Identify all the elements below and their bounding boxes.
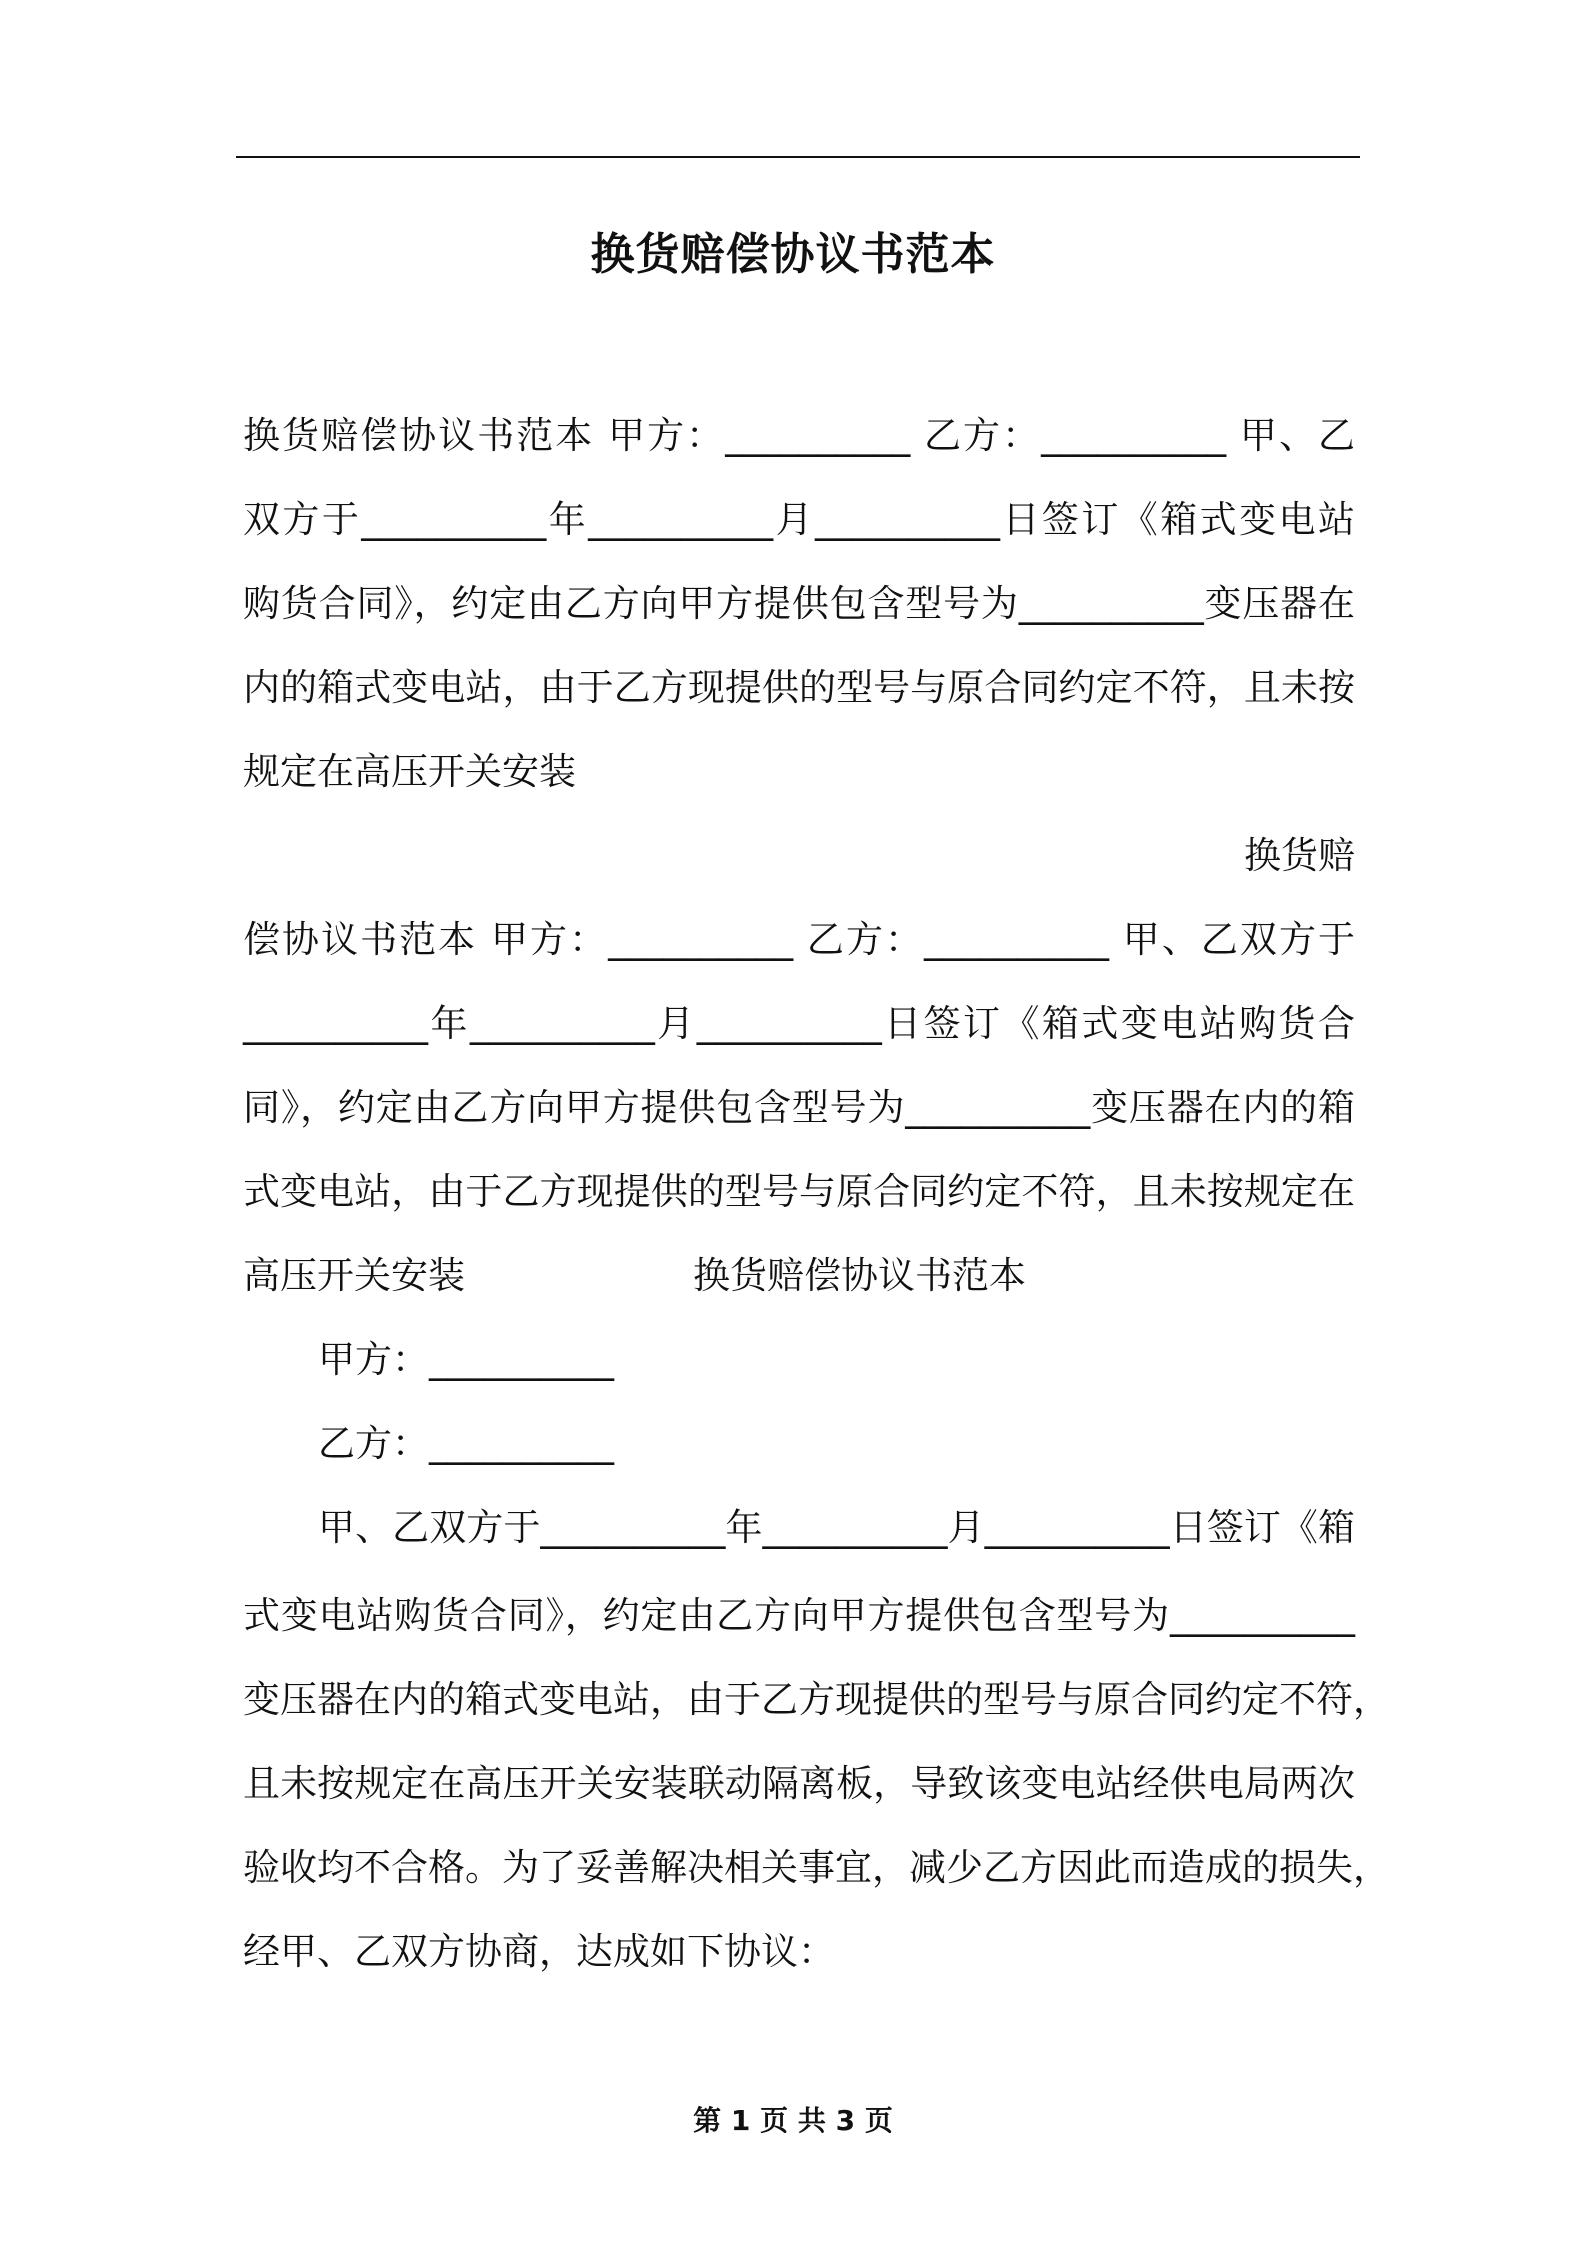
paragraph-2-line-2: 偿协议书范本 甲方：__________ 乙方：__________ 甲、乙双方于 [243,918,1355,961]
paragraph-1-line-1: 换货赔偿协议书范本 甲方：__________ 乙方：__________ 甲、乙 [243,414,1355,457]
paragraph-1-line-2: 双方于__________年__________月__________日签订《箱式变电站 [243,498,1355,541]
paragraph-2-line-1: 换货赔 [1244,834,1355,877]
paragraph-3-line-1: 甲、乙双方于__________年__________月__________日签订《箱 [318,1506,1355,1549]
paragraph-3-line-3: 变压器在内的箱式变电站，由于乙方现提供的型号与原合同约定不符， [243,1678,1390,1721]
document-title: 换货赔偿协议书范本 [590,229,996,280]
paragraph-2-line-5: 式变电站，由于乙方现提供的型号与原合同约定不符，且未按规定在 [243,1170,1355,1213]
paragraph-1-line-4: 内的箱式变电站，由于乙方现提供的型号与原合同约定不符，且未按 [243,666,1355,709]
paragraph-2-line-4: 同》，约定由乙方向甲方提供包含型号为__________变压器在内的箱 [243,1086,1355,1129]
page-number: 第 1 页 共 3 页 [693,2104,893,2137]
body-subtitle: 换货赔偿协议书范本 [693,1254,1026,1297]
party-b-line: 乙方：__________ [318,1422,614,1465]
party-a-line: 甲方：__________ [318,1338,614,1381]
paragraph-1-line-5: 规定在高压开关安装 [243,750,576,793]
paragraph-3-line-5: 验收均不合格。为了妥善解决相关事宜，减少乙方因此而造成的损失， [243,1846,1390,1889]
paragraph-1-line-3: 购货合同》，约定由乙方向甲方提供包含型号为__________变压器在 [243,582,1355,625]
paragraph-3-line-4: 且未按规定在高压开关安装联动隔离板，导致该变电站经供电局两次 [243,1762,1355,1805]
paragraph-3-line-2: 式变电站购货合同》，约定由乙方向甲方提供包含型号为__________ [243,1594,1355,1637]
paragraph-3-line-6: 经甲、乙双方协商，达成如下协议： [243,1930,835,1973]
paragraph-2-line-6: 高压开关安装 [243,1254,465,1297]
header-rule [236,156,1360,158]
paragraph-2-line-3: __________年__________月__________日签订《箱式变电站购货合 [243,1002,1355,1045]
